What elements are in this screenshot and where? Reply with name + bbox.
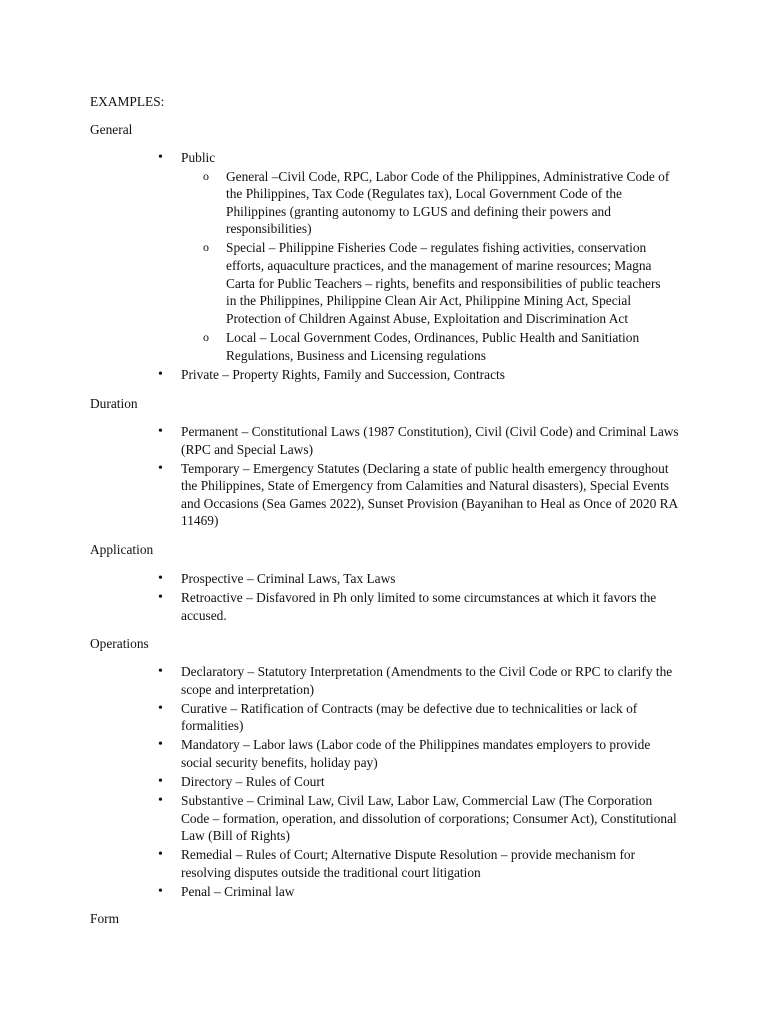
sublist-item-special: o Special – Philippine Fisheries Code – regulates fishing activities, conservation efforts, aquaculture practices, and the management of marine resources; Magna Carta for Public Teachers – rights, benefits and responsibilities of public teachers in the Philippines, Philippine Clean Air Act, Philippine Mining Act, Special Protection of Children Against Abuse, Exploitation and Discrimination Act — [226, 239, 672, 327]
section-heading-duration: Duration — [90, 396, 138, 411]
list-item-substantive: • Substantive – Criminal Law, Civil Law, Labor Law, Commercial Law (The Corporation Code – formation, operation, and dissolution of corporations; Consumer Act), Constitutional Law (Bill of Rights) — [0, 792, 681, 845]
sublist-item-local: o Local – Local Government Codes, Ordinances, Public Health and Sanitiation Regulations, Business and Licensing regulations — [226, 329, 672, 364]
list-item-retroactive: • Retroactive – Disfavored in Ph only limited to some circumstances at which it favors the accused. — [0, 589, 681, 624]
list-item-mandatory: • Mandatory – Labor laws (Labor code of the Philippines mandates employers to provide social security benefits, holiday pay) — [0, 736, 681, 771]
list-item-public — [0, 149, 681, 364]
page-title: EXAMPLES: — [90, 94, 165, 109]
duration-list — [0, 423, 681, 532]
list-item-directory: • Directory – Rules of Court — [0, 773, 681, 791]
general-list — [0, 149, 681, 385]
list-item-remedial: • Remedial – Rules of Court; Alternative Dispute Resolution – provide mechanism for resolving disputes outside the traditional court litigation — [0, 846, 681, 881]
list-item-temporary: • Temporary – Emergency Statutes (Declaring a state of public health emergency throughout the Philippines, State of Emergency from Calamities and Natural disasters), Special Events and Occasions (Sea Games 2022), Sunset Provision (Bayanihan to Heal as Once of 2020 RA 11469) — [0, 460, 681, 530]
list-item-private: • Private – Property Rights, Family and Succession, Contracts — [0, 366, 681, 384]
section-heading-general: General — [90, 122, 133, 137]
list-item-curative: • Curative – Ratification of Contracts (may be defective due to technicalities or lack of formalities) — [0, 700, 681, 735]
section-heading-operations: Operations — [90, 636, 149, 651]
list-item-declaratory: • Declaratory – Statutory Interpretation (Amendments to the Civil Code or RPC to clarify the scope and interpretation) — [0, 663, 681, 698]
operations-list — [0, 663, 681, 902]
list-item-label: Public — [181, 150, 216, 165]
section-heading-form: Form — [90, 911, 120, 926]
public-sublist — [181, 168, 681, 365]
application-list — [0, 570, 681, 626]
list-item-penal: • Penal – Criminal law — [0, 883, 681, 901]
section-heading-application: Application — [90, 542, 154, 557]
list-item-prospective: • Prospective – Criminal Laws, Tax Laws — [0, 570, 681, 588]
sublist-item-general: o General –Civil Code, RPC, Labor Code of the Philippines, Administrative Code of the Philippines, Tax Code (Regulates tax), Local Government Code of the Philippines (granting autonomy to LGUS and defining their powers and responsibilities) — [226, 168, 672, 238]
list-item-permanent: • Permanent – Constitutional Laws (1987 Constitution), Civil (Civil Code) and Criminal Laws (RPC and Special Laws) — [0, 423, 681, 458]
